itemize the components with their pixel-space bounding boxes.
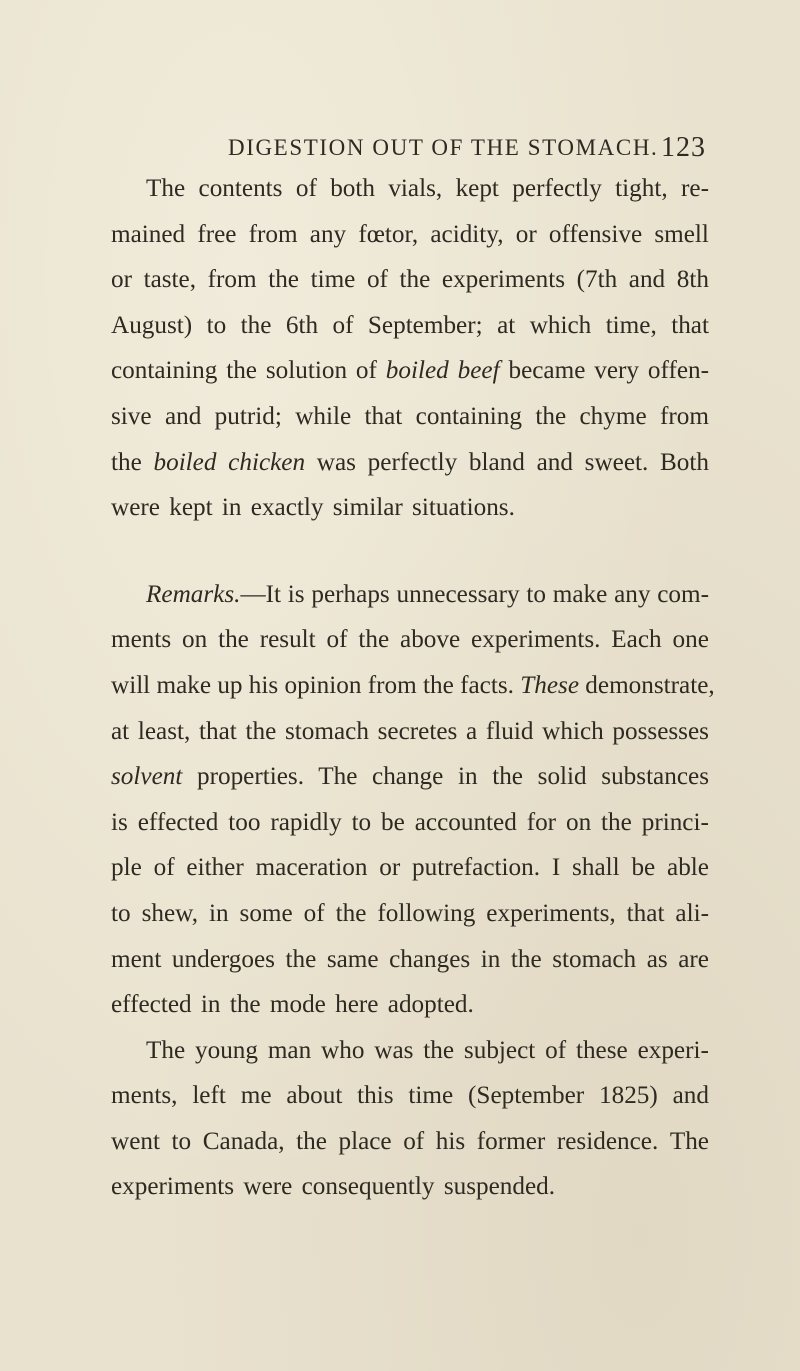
word: the bbox=[399, 266, 431, 294]
word: 1825) bbox=[599, 1082, 658, 1110]
line-content bbox=[111, 663, 715, 709]
word: on bbox=[565, 808, 592, 836]
line-content bbox=[146, 572, 709, 618]
word: shew, bbox=[141, 899, 198, 927]
running-head bbox=[228, 131, 706, 165]
word: or bbox=[515, 220, 537, 248]
word: same bbox=[326, 945, 379, 973]
word: or bbox=[111, 266, 132, 294]
word: the bbox=[510, 945, 542, 973]
word: the bbox=[240, 311, 272, 339]
text-line bbox=[111, 891, 709, 937]
word: is bbox=[111, 808, 128, 836]
word: the bbox=[285, 945, 317, 973]
word: his bbox=[435, 1127, 466, 1155]
word: of bbox=[303, 899, 325, 927]
text-line bbox=[111, 440, 709, 486]
word: experiments bbox=[441, 266, 566, 294]
word: smell bbox=[654, 220, 709, 248]
word: and bbox=[672, 1082, 709, 1110]
word: shall bbox=[572, 854, 620, 882]
word: be bbox=[631, 854, 656, 882]
word: stomach bbox=[552, 945, 637, 973]
word: residence. bbox=[556, 1127, 659, 1155]
text-segment: demonstrate, bbox=[579, 671, 715, 699]
body-text bbox=[111, 166, 715, 1210]
word: left bbox=[192, 1082, 226, 1110]
text-line bbox=[111, 572, 709, 618]
word: possesses bbox=[612, 717, 709, 745]
word: me bbox=[240, 1082, 272, 1110]
word: one bbox=[672, 626, 709, 654]
word: the bbox=[423, 1036, 455, 1064]
text-line bbox=[111, 348, 709, 394]
word: was bbox=[374, 1036, 414, 1064]
word: result bbox=[259, 626, 316, 654]
word: 8th bbox=[676, 266, 709, 294]
word: the bbox=[268, 266, 299, 294]
word: that bbox=[364, 402, 403, 430]
word: which bbox=[542, 717, 604, 745]
word: ment bbox=[111, 945, 162, 973]
italic-text: These bbox=[520, 671, 579, 699]
text-segment: properties. The change in the solid substances bbox=[182, 763, 709, 791]
text-segment: was perfectly bland and sweet. Both bbox=[305, 448, 709, 476]
italic-text: solvent bbox=[111, 763, 183, 791]
line-content bbox=[111, 348, 709, 394]
word: Canada, bbox=[202, 1127, 285, 1155]
word: stomach bbox=[284, 717, 369, 745]
text-segment: effected in the mode here adopted. bbox=[111, 991, 474, 1019]
page-number: 123 bbox=[661, 132, 706, 163]
word: The bbox=[669, 1127, 709, 1155]
word: the bbox=[335, 899, 367, 927]
word: at bbox=[111, 717, 130, 745]
word: ments bbox=[111, 626, 172, 654]
word: September; bbox=[367, 311, 483, 339]
paragraph-gap bbox=[111, 531, 709, 572]
word: the bbox=[535, 402, 567, 430]
word: mained bbox=[111, 220, 186, 248]
text-line bbox=[111, 709, 709, 755]
italic-text: boiled chicken bbox=[153, 448, 306, 476]
word: former bbox=[476, 1127, 546, 1155]
word: taste, bbox=[143, 266, 197, 294]
word: effected bbox=[137, 808, 219, 836]
word: time bbox=[310, 266, 356, 294]
word: to bbox=[111, 899, 131, 927]
word: of bbox=[153, 854, 175, 882]
word: went bbox=[111, 1127, 160, 1155]
word: that bbox=[671, 311, 709, 339]
word: sive bbox=[111, 402, 152, 430]
word: containing bbox=[415, 402, 522, 430]
word: time bbox=[408, 1082, 454, 1110]
text-line bbox=[111, 663, 715, 709]
word: (7th bbox=[576, 266, 618, 294]
word: The bbox=[146, 1036, 186, 1064]
word: perfectly bbox=[512, 175, 602, 202]
word: for bbox=[526, 808, 557, 836]
text-line bbox=[111, 485, 709, 531]
word: experiments. bbox=[471, 626, 601, 654]
word: secretes bbox=[377, 717, 458, 745]
text-line bbox=[111, 982, 709, 1028]
word: any bbox=[309, 220, 347, 248]
paragraph bbox=[111, 1028, 709, 1210]
word: I bbox=[551, 854, 561, 882]
text-line bbox=[111, 617, 709, 663]
word: free bbox=[197, 220, 237, 248]
word: while bbox=[295, 402, 352, 430]
word: putrefaction. bbox=[412, 854, 541, 882]
text-segment: will make up his opinion from the facts. bbox=[111, 671, 521, 699]
word: place bbox=[338, 1127, 392, 1155]
word: re- bbox=[681, 175, 709, 202]
word: or bbox=[379, 854, 401, 882]
word: chyme bbox=[579, 402, 647, 430]
text-segment: —It is perhaps unnecessary to make any com- bbox=[240, 580, 709, 608]
word: that bbox=[626, 899, 665, 927]
word: rapidly bbox=[270, 808, 342, 836]
word: accounted bbox=[414, 808, 517, 836]
word: the bbox=[601, 808, 632, 836]
word: some bbox=[239, 899, 293, 927]
word: able bbox=[667, 854, 709, 882]
line-content bbox=[111, 754, 709, 800]
word: of bbox=[403, 1127, 425, 1155]
word: a bbox=[466, 717, 478, 745]
word: fluid bbox=[485, 717, 534, 745]
text-segment: experiments were consequently suspended. bbox=[111, 1173, 556, 1201]
line-content bbox=[111, 485, 515, 531]
word: experi- bbox=[637, 1036, 709, 1064]
word: from bbox=[207, 266, 257, 294]
line-content bbox=[111, 440, 709, 486]
word: either bbox=[186, 854, 244, 882]
text-segment: were kept in exactly similar situations. bbox=[111, 494, 515, 522]
text-line bbox=[111, 166, 709, 212]
word: princi- bbox=[641, 808, 709, 836]
word: from bbox=[660, 402, 709, 430]
word: offensive bbox=[548, 220, 643, 248]
word: be bbox=[381, 808, 405, 836]
text-line bbox=[111, 257, 709, 303]
line-content bbox=[111, 982, 474, 1028]
word: The bbox=[146, 175, 186, 202]
word: that bbox=[199, 717, 237, 745]
word: which bbox=[529, 311, 592, 339]
word: undergoes bbox=[171, 945, 275, 973]
word: following bbox=[377, 899, 476, 927]
word: who bbox=[321, 1036, 365, 1064]
paragraph bbox=[111, 572, 715, 1028]
word: and bbox=[164, 402, 202, 430]
word: putrid; bbox=[214, 402, 282, 430]
text-line bbox=[111, 1119, 709, 1165]
text-line bbox=[111, 303, 709, 349]
text-segment: containing the solution of bbox=[111, 357, 386, 385]
line-content bbox=[111, 1164, 555, 1210]
word: in bbox=[208, 899, 229, 927]
word: of bbox=[326, 626, 348, 654]
word: Each bbox=[611, 626, 662, 654]
text-line bbox=[111, 394, 709, 440]
text-segment: became very offen- bbox=[499, 357, 709, 385]
text-line bbox=[111, 1028, 709, 1074]
word: maceration bbox=[255, 854, 368, 882]
word: at bbox=[497, 311, 516, 339]
word: ali- bbox=[675, 899, 709, 927]
word: ple bbox=[111, 854, 142, 882]
italic-text: Remarks. bbox=[146, 580, 241, 608]
word: subject bbox=[463, 1036, 536, 1064]
word: the bbox=[296, 1127, 327, 1155]
italic-text: boiled beef bbox=[385, 357, 500, 385]
word: of bbox=[545, 1036, 567, 1064]
word: to bbox=[206, 311, 227, 339]
word: man bbox=[267, 1036, 312, 1064]
word: acidity, bbox=[430, 220, 504, 248]
running-head-title: DIGESTION OUT OF THE STOMACH. bbox=[228, 135, 659, 160]
word: the bbox=[358, 626, 390, 654]
word: 6th bbox=[285, 311, 319, 339]
word: from bbox=[248, 220, 298, 248]
word: too bbox=[228, 808, 261, 836]
text-line bbox=[111, 212, 709, 258]
word: contents bbox=[198, 175, 283, 202]
word: ments, bbox=[111, 1082, 178, 1110]
word: August) bbox=[111, 311, 193, 339]
word: young bbox=[195, 1036, 258, 1064]
word: the bbox=[245, 717, 277, 745]
word: of bbox=[366, 266, 388, 294]
word: to bbox=[171, 1127, 192, 1155]
word: and bbox=[628, 266, 666, 294]
word: these bbox=[575, 1036, 628, 1064]
word: both bbox=[330, 175, 375, 202]
paragraph bbox=[111, 166, 709, 531]
word: tight, bbox=[615, 175, 668, 202]
text-line bbox=[111, 800, 709, 846]
word: on bbox=[182, 626, 208, 654]
text-line bbox=[111, 1164, 709, 1210]
word: least, bbox=[137, 717, 191, 745]
word: of bbox=[332, 311, 354, 339]
word: in bbox=[480, 945, 501, 973]
word: are bbox=[678, 945, 709, 973]
text-line bbox=[111, 1073, 709, 1119]
word: kept bbox=[455, 175, 499, 202]
word: of bbox=[295, 175, 317, 202]
word: the bbox=[218, 626, 249, 654]
word: to bbox=[351, 808, 372, 836]
word: changes bbox=[389, 945, 471, 973]
word: as bbox=[646, 945, 668, 973]
word: about bbox=[286, 1082, 343, 1110]
text-line bbox=[111, 845, 709, 891]
word: vials, bbox=[388, 175, 443, 202]
text-segment: the bbox=[111, 448, 154, 476]
word: this bbox=[357, 1082, 394, 1110]
word: (September bbox=[468, 1082, 585, 1110]
word: above bbox=[400, 626, 461, 654]
text-line bbox=[111, 937, 709, 983]
word: experiments, bbox=[486, 899, 616, 927]
text-line bbox=[111, 754, 709, 800]
word: fœtor, bbox=[358, 220, 419, 248]
word: time, bbox=[605, 311, 657, 339]
